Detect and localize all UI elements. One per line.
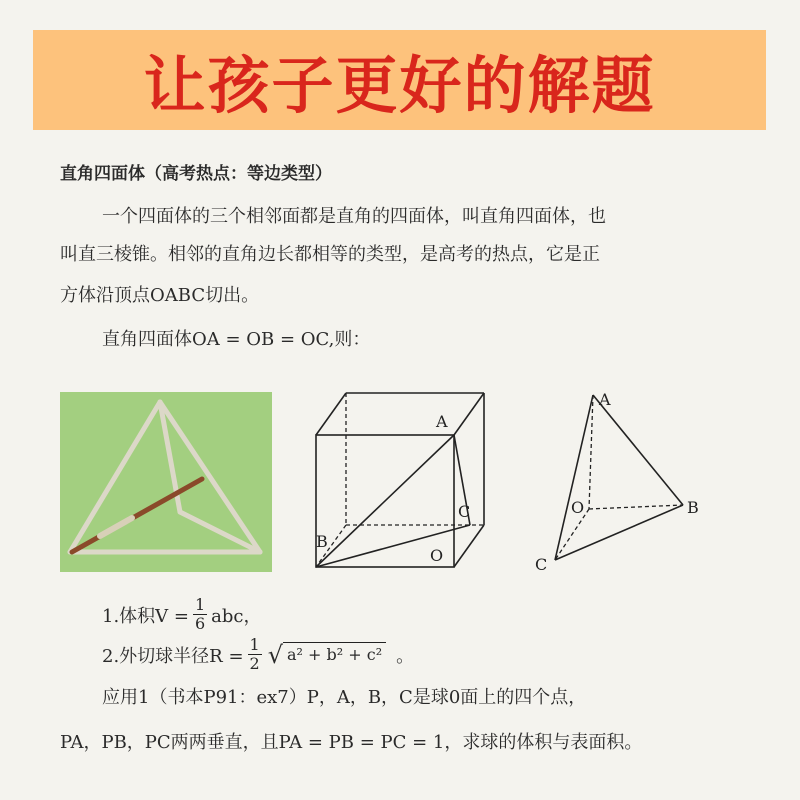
tetra-label-c: C bbox=[535, 555, 548, 574]
tetrahedron-model-photo bbox=[60, 392, 272, 572]
application-line: 应用1（书本P91：ex7）P，A，B，C是球0面上的四个点， bbox=[102, 687, 587, 708]
paragraph-line: 一个四面体的三个相邻面都是直角的四面体，叫直角四面体，也 bbox=[102, 206, 606, 227]
radicand: a² + b² + c² bbox=[283, 642, 386, 668]
tetra-label-b: B bbox=[687, 498, 699, 517]
formula-text: 。 bbox=[396, 645, 415, 667]
cube-diagram bbox=[300, 385, 500, 585]
straw-model-drawing bbox=[60, 392, 272, 572]
radius-formula bbox=[102, 636, 414, 673]
fraction bbox=[248, 636, 262, 673]
fraction-numerator: 1 bbox=[194, 595, 206, 614]
fraction-numerator: 1 bbox=[249, 635, 260, 654]
fraction-denominator: 6 bbox=[194, 614, 206, 633]
tetrahedron-diagram bbox=[525, 385, 715, 585]
paragraph-line: 方体沿顶点OABC切出。 bbox=[60, 285, 260, 306]
formula-text: abc， bbox=[211, 605, 262, 627]
application-line: PA，PB，PC两两垂直，且PA = PB = PC = 1，求球的体积与表面积。 bbox=[60, 732, 643, 753]
cube-label-o: O bbox=[430, 546, 444, 565]
paragraph-line: 叫直三棱锥。相邻的直角边长都相等的类型，是高考的热点，它是正 bbox=[60, 244, 600, 265]
volume-formula bbox=[102, 596, 262, 633]
cube-label-c: C bbox=[458, 502, 471, 521]
cube-label-a: A bbox=[436, 412, 448, 431]
fraction bbox=[193, 596, 207, 633]
square-root bbox=[268, 642, 386, 668]
formula-text: 2.外切球半径R = bbox=[102, 645, 244, 667]
banner-title: 让孩子更好的解题 bbox=[143, 48, 656, 122]
condition-text: 直角四面体OA = OB = OC,则： bbox=[102, 329, 371, 350]
section-heading: 直角四面体（高考热点：等边类型） bbox=[60, 164, 332, 184]
title-banner bbox=[33, 30, 766, 130]
cube-label-b: B bbox=[316, 532, 328, 551]
formula-text: 1.体积V = bbox=[102, 605, 189, 627]
tetra-label-a: A bbox=[599, 390, 611, 409]
fraction-denominator: 2 bbox=[249, 654, 260, 673]
tetra-label-o: O bbox=[571, 498, 585, 517]
radical-sign-icon: √ bbox=[267, 640, 284, 669]
